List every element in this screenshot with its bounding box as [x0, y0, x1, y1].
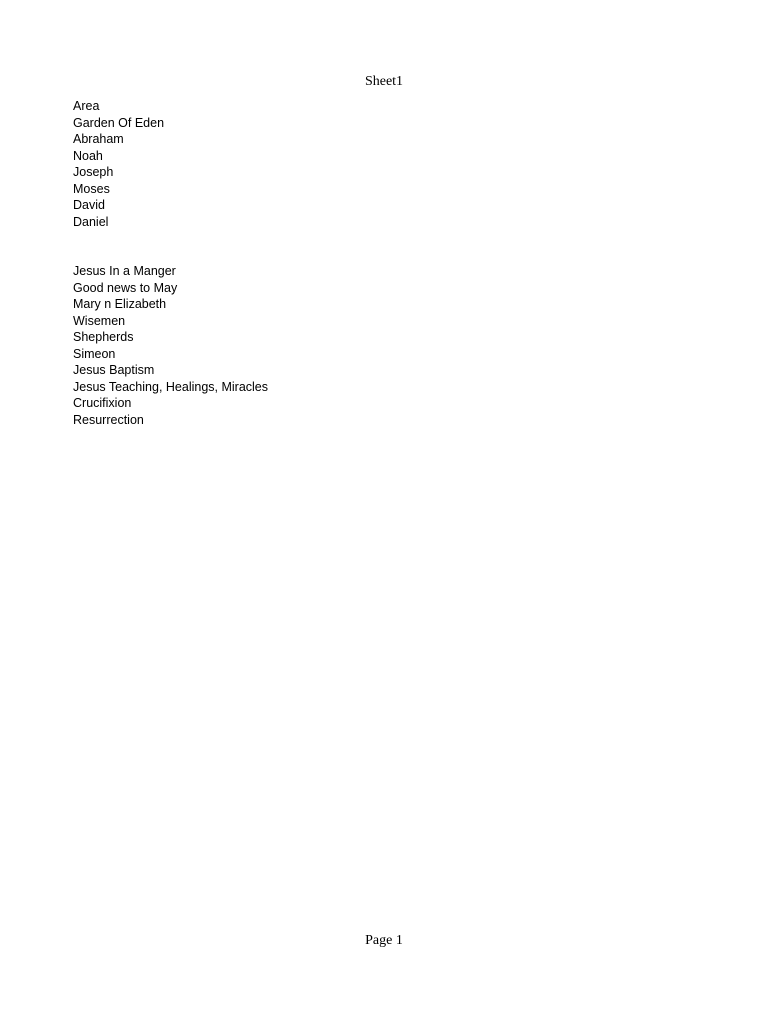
cell-text: Jesus Teaching, Healings, Miracles — [73, 379, 269, 394]
page-number: Page 1 — [365, 933, 403, 948]
cell-list-group-two — [73, 263, 268, 428]
cell-text: Simeon — [73, 346, 116, 361]
cell-text: Good news to May — [73, 280, 178, 295]
cell-text: Area — [73, 99, 100, 113]
cell-text: Crucifixion — [73, 396, 132, 410]
cell-text: Moses — [73, 181, 110, 196]
cell-text: Abraham — [73, 132, 124, 146]
cell-text: Garden Of Eden — [73, 115, 165, 130]
sheet-title: Sheet1 — [364, 74, 404, 89]
cell-text: Mary n Elizabeth — [73, 297, 167, 311]
cell-text: Daniel — [73, 214, 109, 229]
cell-text: David — [73, 198, 105, 212]
cell-text: Jesus In a Manger — [73, 264, 176, 278]
cell-text: Joseph — [73, 165, 114, 179]
cell-list-group-one — [73, 98, 164, 230]
cell-text: Wisemen — [73, 313, 126, 328]
cell-text: Shepherds — [73, 330, 134, 344]
cell-text: Jesus Baptism — [73, 363, 155, 377]
cell-text: Resurrection — [73, 412, 144, 427]
cell-text: Noah — [73, 148, 103, 163]
